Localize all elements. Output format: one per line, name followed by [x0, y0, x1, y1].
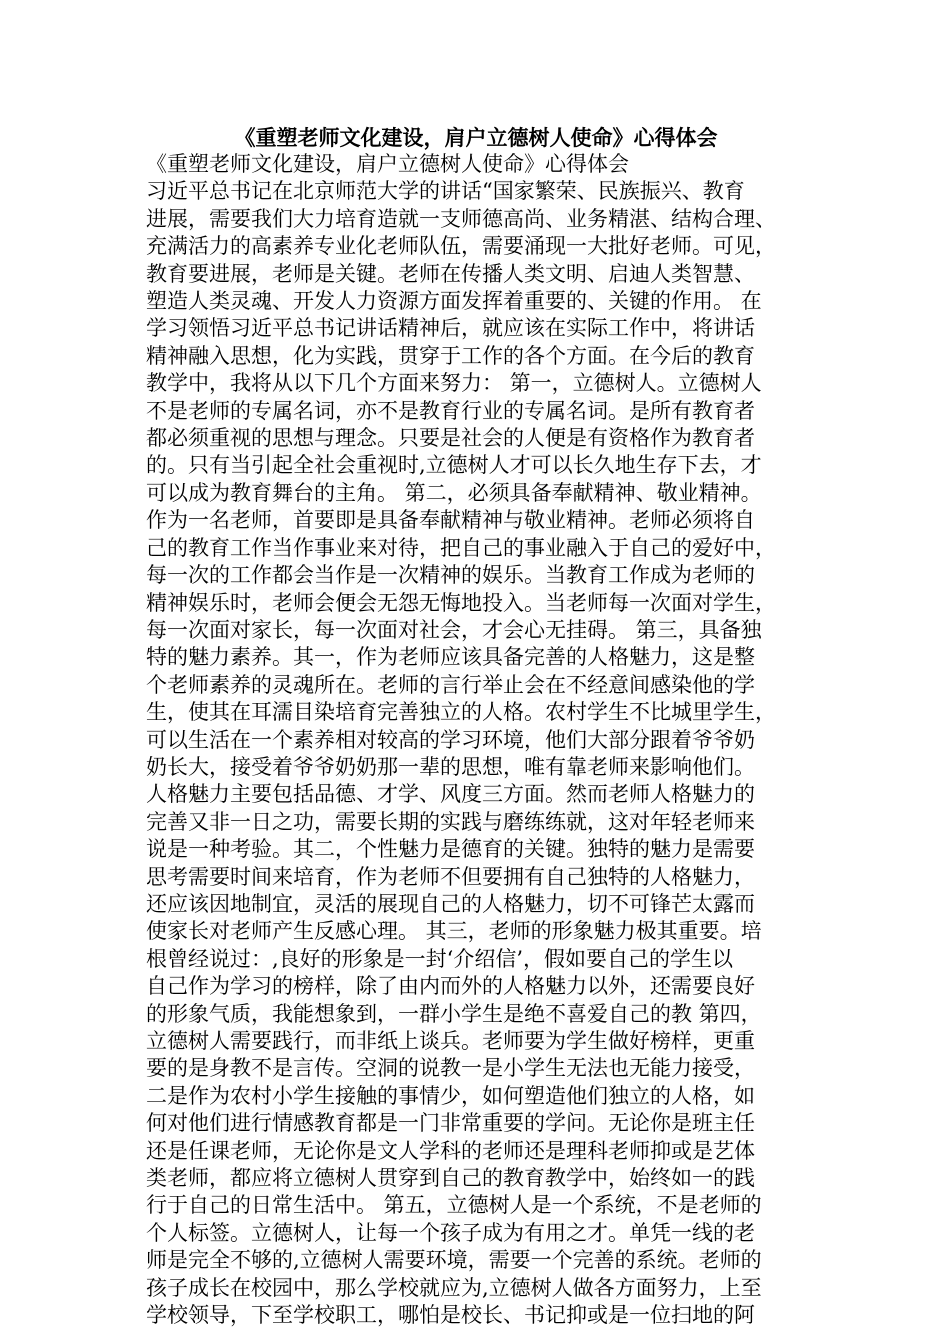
body-line: 行于自己的日常生活中。 第五，立德树人是一个系统，不是老师的 — [146, 1193, 762, 1218]
body-line: 习近平总书记在北京师范大学的讲话“国家繁荣、民族振兴、教育 — [146, 179, 745, 204]
body-line: 何对他们进行情感教育都是一门非常重要的学问。无论你是班主任 — [146, 1111, 755, 1136]
body-line: 进展，需要我们大力培育造就一支师德高尚、业务精湛、结构合理、 — [146, 206, 776, 231]
body-line: 教育要进展，老师是关键。老师在传播人类文明、启迪人类智慧、 — [146, 261, 755, 286]
body-line: 自己作为学习的榜样，除了由内而外的人格魅力以外，还需要良好 — [146, 974, 755, 999]
document-page — [146, 124, 806, 1329]
body-line: 个人标签。立德树人，让每一个孩子成为有用之才。单凭一线的老 — [146, 1220, 755, 1245]
body-line: 完善又非一日之功，需要长期的实践与磨练练就，这对年轻老师来 — [146, 809, 755, 834]
document-body — [146, 151, 806, 1329]
body-line: 使家长对老师产生反感心理。 其三，老师的形象魅力极其重要。培 — [146, 919, 762, 944]
body-line: 奶长大，接受着爷爷奶奶那一辈的思想，唯有靠老师来影响他们。 — [146, 754, 755, 779]
body-line: 《重塑老师文化建设，肩户立德树人使命》心得体会 — [146, 152, 629, 176]
body-line: 精神融入思想，化为实践，贯穿于工作的各个方面。在今后的教育 — [146, 343, 755, 368]
body-line: 学校领导，下至学校职工，哪怕是校长、书记抑或是一位扫地的阿 — [146, 1303, 755, 1328]
body-line: 要的是身教不是言传。空洞的说教一是小学生无法也无能力接受， — [146, 1056, 755, 1081]
body-line: 充满活力的高素养专业化老师队伍，需要涌现一大批好老师。可见， — [146, 234, 776, 259]
body-line: 己的教育工作当作事业来对待，把自己的事业融入于自己的爱好中， — [146, 535, 776, 560]
body-line: 还是任课老师，无论你是文人学科的老师还是理科老师抑或是艺体 — [146, 1138, 755, 1163]
body-line: 立德树人需要践行，而非纸上谈兵。老师要为学生做好榜样，更重 — [146, 1029, 755, 1053]
body-line: 师是完全不够的,立德树人需要环境，需要一个完善的系统。老师的 — [146, 1248, 762, 1273]
body-line: 根曾经说过：,良好的形象是一封‘介绍信’，假如要自己的学生以 — [146, 946, 734, 971]
body-line: 每一次的工作都会当作是一次精神的娱乐。当教育工作成为老师的 — [146, 563, 755, 588]
body-line: 类老师，都应将立德树人贯穿到自己的教育教学中，始终如一的践 — [146, 1166, 755, 1191]
body-line: 都必须重视的思想与理念。只要是社会的人便是有资格作为教育者 — [146, 426, 755, 451]
body-line: 人格魅力主要包括品德、才学、风度三方面。然而老师人格魅力的 — [146, 782, 755, 807]
body-line: 思考需要时间来培育，作为老师不但要拥有自己独特的人格魅力， — [146, 864, 755, 889]
body-line: 教学中，我将从以下几个方面来努力： 第一，立德树人。立德树人 — [146, 371, 762, 396]
body-line: 可以生活在一个素养相对较高的学习环境，他们大部分跟着爷爷奶 — [146, 727, 755, 752]
body-line: 孩子成长在校园中，那么学校就应为,立德树人做各方面努力，上至 — [146, 1275, 762, 1300]
body-line: 的形象气质，我能想象到，一群小学生是绝不喜爱自己的教 第四， — [146, 1001, 762, 1026]
body-line: 学习领悟习近平总书记讲话精神后，就应该在实际工作中，将讲话 — [146, 316, 755, 341]
document-title: 《重塑老师文化建设，肩户立德树人使命》心得体会 — [234, 125, 718, 150]
body-line: 还应该因地制宜，灵活的展现自己的人格魅力，切不可锋芒太露而 — [146, 891, 755, 916]
body-line: 说是一种考验。其二，个性魅力是德育的关键。独特的魅力是需要 — [146, 837, 755, 862]
body-line: 塑造人类灵魂、开发人力资源方面发挥着重要的、关键的作用。 在 — [146, 289, 762, 314]
body-line: 二是作为农村小学生接触的事情少，如何塑造他们独立的人格，如 — [146, 1083, 755, 1108]
body-line: 每一次面对家长，每一次面对社会，才会心无挂碍。 第三，具备独 — [146, 617, 762, 642]
body-line: 特的魅力素养。其一，作为老师应该具备完善的人格魅力，这是整 — [146, 645, 755, 670]
body-line: 个老师素养的灵魂所在。老师的言行举止会在不经意间感染他的学 — [146, 672, 755, 697]
body-line: 可以成为教育舞台的主角。 第二，必须具备奉献精神、敬业精神。 — [146, 480, 762, 505]
body-line: 作为一名老师，首要即是具备奉献精神与敬业精神。老师必须将自 — [146, 508, 755, 533]
body-line: 的。只有当引起全社会重视时,立德树人才可以长久地生存下去，才 — [146, 453, 762, 478]
body-line: 精神娱乐时，老师会便会无怨无悔地投入。当老师每一次面对学生， — [146, 590, 776, 615]
body-line: 生，使其在耳濡目染培育完善独立的人格。农村学生不比城里学生， — [146, 700, 776, 725]
body-line: 不是老师的专属名词，亦不是教育行业的专属名词。是所有教育者 — [146, 398, 755, 423]
